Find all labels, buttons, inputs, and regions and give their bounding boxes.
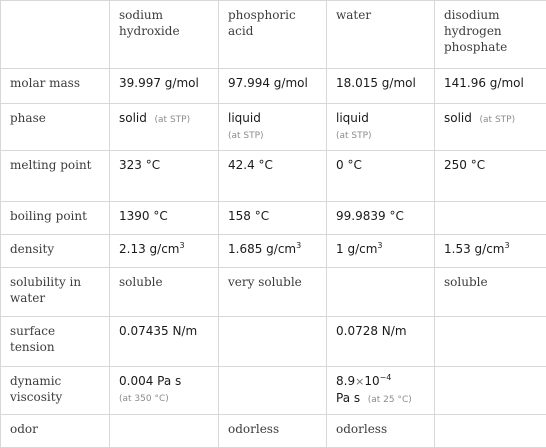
cell-phase-disodium-hydrogen-phosphate xyxy=(435,104,546,151)
density-exponent: 3 xyxy=(179,241,184,250)
cell-surface-tension-water: 0.0728 N/m xyxy=(327,317,435,367)
density-value: 2.13 g/cm xyxy=(119,242,179,256)
table-row-dynamic-viscosity xyxy=(1,367,546,415)
cell-density-disodium-hydrogen-phosphate xyxy=(435,235,546,268)
row-label-phase: phase xyxy=(1,104,110,151)
row-label-density: density xyxy=(1,235,110,268)
column-header-phosphoric-acid: phosphoric acid xyxy=(219,1,327,69)
cell-melting-point-disodium-hydrogen-phosphate: 250 °C xyxy=(435,151,546,202)
phase-value: liquid xyxy=(228,111,261,125)
cell-dynamic-viscosity-water xyxy=(327,367,435,415)
phase-note: (at STP) xyxy=(155,115,191,125)
corner-cell xyxy=(1,1,110,69)
cell-molar-mass-phosphoric-acid: 97.994 g/mol xyxy=(219,69,327,104)
density-exponent: 3 xyxy=(296,241,301,250)
row-label-odor: odor xyxy=(1,415,110,448)
cell-dynamic-viscosity-disodium-hydrogen-phosphate xyxy=(435,367,546,415)
density-value: 1 g/cm xyxy=(336,242,377,256)
cell-molar-mass-water: 18.015 g/mol xyxy=(327,69,435,104)
density-exponent: 3 xyxy=(504,241,509,250)
cell-boiling-point-phosphoric-acid: 158 °C xyxy=(219,202,327,235)
cell-solubility-phosphoric-acid: very soluble xyxy=(219,268,327,317)
viscosity-note: (at 350 °C) xyxy=(119,394,169,404)
column-header-sodium-hydroxide: sodium hydroxide xyxy=(110,1,219,69)
column-header-water: water xyxy=(327,1,435,69)
cell-melting-point-sodium-hydroxide: 323 °C xyxy=(110,151,219,202)
table-row-surface-tension xyxy=(1,317,546,367)
row-label-dynamic-viscosity: dynamic viscosity xyxy=(1,367,110,415)
table-row-solubility xyxy=(1,268,546,317)
cell-solubility-water xyxy=(327,268,435,317)
cell-phase-water xyxy=(327,104,435,151)
cell-solubility-disodium-hydrogen-phosphate: soluble xyxy=(435,268,546,317)
phase-value: solid xyxy=(119,111,147,125)
cell-melting-point-water: 0 °C xyxy=(327,151,435,202)
cell-boiling-point-sodium-hydroxide: 1390 °C xyxy=(110,202,219,235)
cell-density-water xyxy=(327,235,435,268)
phase-value: solid xyxy=(444,111,472,125)
cell-phase-sodium-hydroxide xyxy=(110,104,219,151)
viscosity-base: 10 xyxy=(364,374,379,388)
cell-melting-point-phosphoric-acid: 42.4 °C xyxy=(219,151,327,202)
row-label-surface-tension: surface tension xyxy=(1,317,110,367)
phase-note: (at STP) xyxy=(228,131,264,141)
times-sign: × xyxy=(355,375,364,388)
cell-density-phosphoric-acid xyxy=(219,235,327,268)
phase-note: (at STP) xyxy=(480,115,516,125)
cell-molar-mass-sodium-hydroxide: 39.997 g/mol xyxy=(110,69,219,104)
cell-surface-tension-disodium-hydrogen-phosphate xyxy=(435,317,546,367)
viscosity-mantissa: 8.9 xyxy=(336,374,355,388)
density-exponent: 3 xyxy=(377,241,382,250)
cell-phase-phosphoric-acid xyxy=(219,104,327,151)
phase-note: (at STP) xyxy=(336,131,372,141)
phase-value: liquid xyxy=(336,111,369,125)
column-header-disodium-hydrogen-phosphate: disodium hydrogen phosphate xyxy=(435,1,546,69)
row-label-molar-mass: molar mass xyxy=(1,69,110,104)
table-row-boiling-point xyxy=(1,202,546,235)
viscosity-unit: Pa s xyxy=(336,391,360,405)
cell-boiling-point-disodium-hydrogen-phosphate xyxy=(435,202,546,235)
density-value: 1.53 g/cm xyxy=(444,242,504,256)
viscosity-note: (at 25 °C) xyxy=(368,395,412,405)
cell-odor-water: odorless xyxy=(327,415,435,448)
cell-solubility-sodium-hydroxide: soluble xyxy=(110,268,219,317)
density-value: 1.685 g/cm xyxy=(228,242,296,256)
table-row-phase xyxy=(1,104,546,151)
cell-dynamic-viscosity-phosphoric-acid xyxy=(219,367,327,415)
cell-boiling-point-water: 99.9839 °C xyxy=(327,202,435,235)
row-label-solubility: solubility in water xyxy=(1,268,110,317)
cell-surface-tension-phosphoric-acid xyxy=(219,317,327,367)
header-row xyxy=(1,1,546,69)
table-row-density xyxy=(1,235,546,268)
table-row-molar-mass xyxy=(1,69,546,104)
viscosity-value: 0.004 Pa s xyxy=(119,374,181,388)
cell-density-sodium-hydroxide xyxy=(110,235,219,268)
cell-molar-mass-disodium-hydrogen-phosphate: 141.96 g/mol xyxy=(435,69,546,104)
row-label-boiling-point: boiling point xyxy=(1,202,110,235)
viscosity-exponent: −4 xyxy=(380,373,392,382)
row-label-melting-point: melting point xyxy=(1,151,110,202)
table-row-melting-point xyxy=(1,151,546,202)
cell-dynamic-viscosity-sodium-hydroxide xyxy=(110,367,219,415)
cell-surface-tension-sodium-hydroxide: 0.07435 N/m xyxy=(110,317,219,367)
cell-odor-phosphoric-acid: odorless xyxy=(219,415,327,448)
